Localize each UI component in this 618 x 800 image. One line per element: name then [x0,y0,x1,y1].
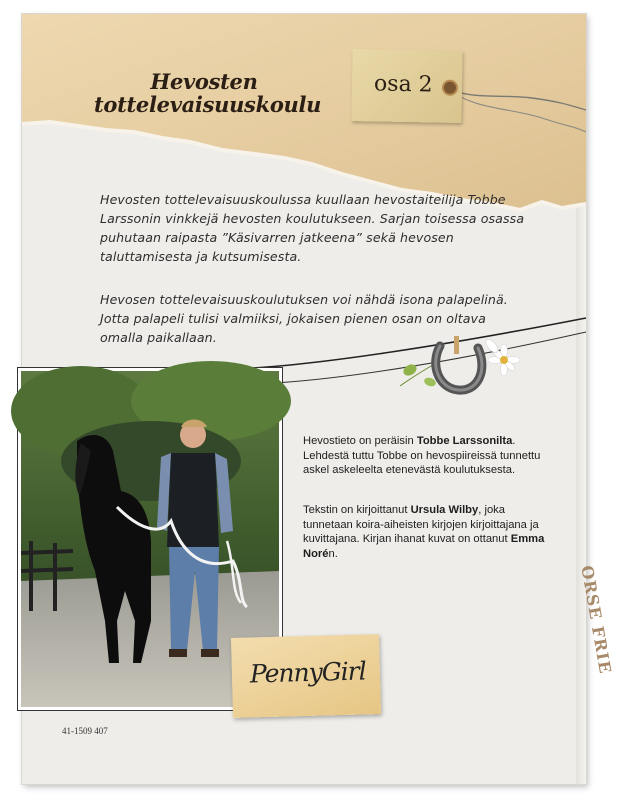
info-paragraph-2 [303,503,553,561]
info1-text-end: . Lehdestä tuttu Tobbe on hevospiireissä tunnettu askel askeleelta etenevästä koulutuksesta. [303,435,541,476]
daisy-icon [484,337,520,376]
info2-text-start: Tekstin on kirjoittanut [303,504,411,516]
photographer-name-emma: Emma Noré [303,533,545,560]
author-name-tobbe: Tobbe Larssonilta [416,435,513,447]
intro-paragraph-2: Hevosen tottelevaisuuskoulutuksen voi nähdä isona palapelinä. Jotta palapeli tulisi valmiiksi, jokaisen pienen osan on oltava omalla paikallaan. [100,292,508,345]
side-stamp [546,554,616,676]
info1-text-start: Hevostieto on peräisin [303,435,417,447]
product-code: 41-1509 407 [62,726,108,736]
side-stamp-text: ORSE FRIE [577,564,616,676]
title-line-1: Hevosten [150,69,258,94]
intro-paragraph-1: Hevosten tottelevaisuuskoulussa kuullaan hevostaiteilija Tobbe Larssonin vinkkejä hevosten koulutukseen. Sarjan toisessa osassa puhutaan raipasta ”Käsivarren jatkeena” sekä hevosen taluttamisesta ja kutsumisesta. [100,192,525,264]
writer-name-ursula: Ursula Wilby [410,504,479,516]
title-line-2: tottelevaisuuskoulu [94,92,322,117]
publisher-logo: PennyGirl [249,656,367,689]
clothespin-icon [454,336,459,354]
book-back-cover [22,14,616,784]
publisher-logo-note [231,634,381,718]
info2-text-middle: , joka tunnetaan koira-aiheisten kirjojen kirjoittajana ja kuvittajana. Kirjan ihanat kuvat on ottanut [303,504,539,545]
info-paragraph-1 [303,434,553,478]
volume-label: osa 2 [373,71,433,98]
info2-text-end: n. [328,547,338,560]
